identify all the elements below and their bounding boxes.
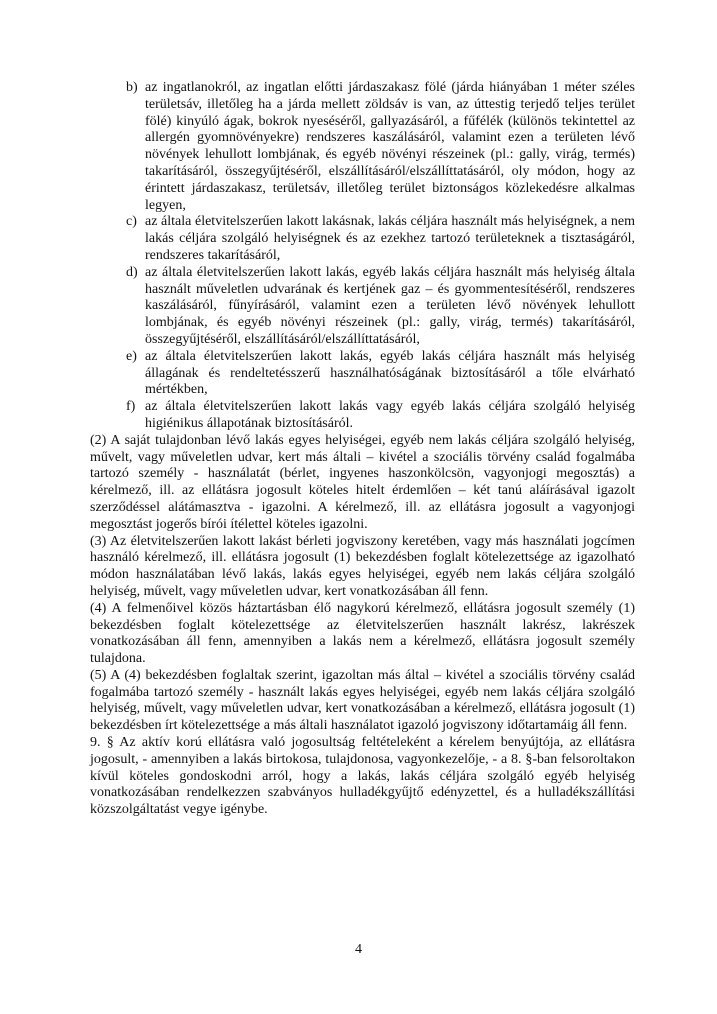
list-item-b bbox=[90, 80, 635, 214]
paragraph-5: (5) A (4) bekezdésben foglaltak szerint, igazoltan más által – kivétel a szociális törvény család fogalmába tartozó személy - használt lakás egyes helyiségei, egyéb nem lakás céljára szolgáló helyiség, művelt, vagy műveletlen udvar, kert vonatkozásában a kérelmező, ellátásra jogosult (1) bekezdésben írt kötelezettsége a más általi használatot igazoló jogviszony időtartamáig áll fenn. bbox=[90, 667, 635, 734]
list-marker: e) bbox=[126, 348, 137, 364]
list-marker: f) bbox=[126, 399, 136, 415]
list-item-d bbox=[90, 265, 635, 349]
paragraph-4: (4) A felmenőivel közös háztartásban élő nagykorú kérelmező, ellátásra jogosult személy (1) bekezdésben foglalt kötelezettsége az életvitelszerűen használt lakrész, lakrészek vonatkozásában áll fenn, amennyiben a lakás nem a kérelmező, ellátásra jogosult személy tulajdona. bbox=[90, 600, 635, 667]
list-marker: b) bbox=[126, 80, 138, 95]
list-item-text: az ingatlanokról, az ingatlan előtti járdaszakasz fölé (járda hiányában 1 méter széles területsáv, illetőleg ha a járda mellett zöldsáv is van, az úttestig terjedő teljes terület fölé) kinyúló ágak, bokrok nyeséséről, gallyazásáról, a fűfélék (különös tekintettel az allergén gyomnövényekre) rendszeres kaszálásáról, valamint ezen a területen lévő növények lehullott lombjának, és egyéb növényi részeinek (pl.: gally, virág, termés) takarításáról, összegyűjtéséről, elszállításáról/elszállíttatásáról, oly módon, hogy az érintett járdaszakasz, területsáv, illetőleg terület biztonságos közlekedésre alkalmas legyen, bbox=[145, 80, 635, 213]
paragraph-2: (2) A saját tulajdonban lévő lakás egyes helyiségei, egyéb nem lakás céljára szolgáló helyiség, művelt, vagy műveletlen udvar, kert más általi – kivétel a szociális törvény család fogalmába tartozó személy - használatát (bérlet, ingyenes haszonkölcsön, vagyonjogi megosztás) a kérelmező, ill. az ellátásra jogosult köteles hitelt érdemlően – két tanú aláírásával igazolt szerződéssel alátámasztva - igazolni. A kérelmező, ill. az ellátásra jogosult a vagyonjogi megosztást jogerős bírói ítélettel köteles igazolni. bbox=[90, 432, 635, 532]
list-item-text: az általa életvitelszerűen lakott lakás vagy egyéb lakás céljára szolgáló helyiség higiénikus állapotának biztosításáról. bbox=[145, 399, 635, 431]
page-body bbox=[90, 80, 635, 819]
list-marker: c) bbox=[126, 214, 137, 230]
list-marker: d) bbox=[126, 264, 138, 280]
list-item-text: az általa életvitelszerűen lakott lakásnak, lakás céljára használt más helyiségnek, a nem lakás céljára szolgáló helyiségnek és az ezekhez tartozó területeknek a tisztaságáról, rendszeres takarításáról, bbox=[145, 214, 635, 263]
list-item-text: az általa életvitelszerűen lakott lakás, egyéb lakás céljára használt más helyiség állagának és rendeltetésszerű használhatóságának biztosításáról a tőle elvárható mértékben, bbox=[145, 348, 635, 398]
list-item-text: az általa életvitelszerűen lakott lakás, egyéb lakás céljára használt más helyiség általa használt műveletlen udvarának és kertjének gaz – és gyommentesítéséről, rendszeres kaszálásáról, fűnyírásáról, valamint ezen a területen lévő növények lehullott lombjának, és egyéb növényi részeinek (pl.: gally, virág, termés) takarításáról, összegyűjtéséről, elszállításáról/elszállíttatásáról, bbox=[145, 264, 635, 347]
list-item-e bbox=[90, 349, 635, 399]
paragraph-3: (3) Az életvitelszerűen lakott lakást bérleti jogviszony keretében, vagy más használati jogcímen használó kérelmező, ill. ellátásra jogosult (1) bekezdésben foglalt kötelezettsége az igazolható módon használatában lévő lakás, lakás egyes helyiségei, egyéb nem lakás céljára szolgáló helyiség, művelt, vagy műveletlen udvar, kert vonatkozásában áll fenn. bbox=[90, 533, 635, 599]
section-9-paragraph: 9. § Az aktív korú ellátásra való jogosultság feltételeként a kérelem benyújtója, az ellátásra jogosult, - amennyiben a lakás birtokosa, tulajdonosa, vagyonkezelője, - a 8. §-ban felsoroltakon kívül köteles gondoskodni arról, hogy a lakás, lakás céljára szolgáló egyéb helyiség vonatkozásában rendelkezzen szabványos hulladékgyűjtő edényzettel, és a hulladékszállítási közszolgáltatást vegye igénybe. bbox=[90, 735, 635, 818]
list-item-c bbox=[90, 214, 635, 264]
page-number: 4 bbox=[355, 942, 362, 957]
list-item-f bbox=[90, 399, 635, 433]
